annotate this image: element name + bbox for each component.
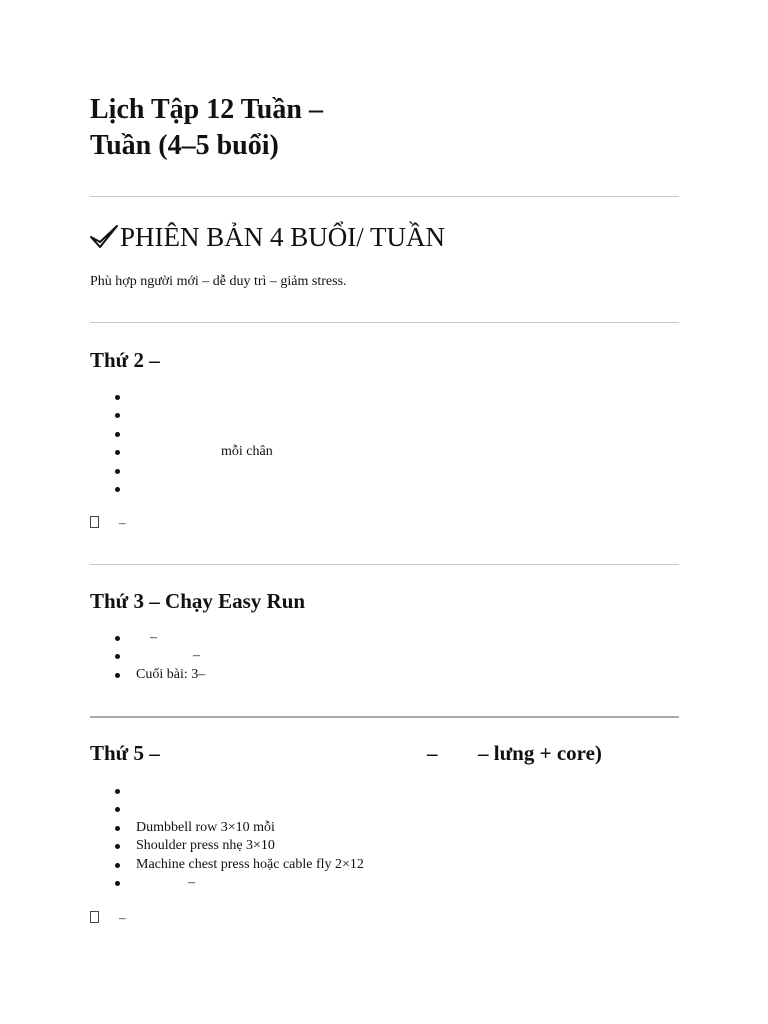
- bullet-icon: [115, 636, 120, 641]
- bullet-icon: [115, 881, 120, 886]
- list-item: [136, 629, 205, 647]
- list-item: [136, 856, 364, 874]
- document-title-line-1: Lịch Tập 12 Tuần –: [90, 94, 323, 125]
- bullet-icon: [115, 395, 120, 400]
- list-item-text: –: [150, 630, 157, 645]
- bullet-icon: [115, 673, 120, 678]
- day-note-thu-5: [90, 910, 126, 926]
- list-item: [136, 837, 364, 855]
- divider: [90, 564, 679, 565]
- bullet-icon: [115, 487, 120, 492]
- list-item-text: Cuối bài: 3–: [136, 666, 206, 682]
- day-heading-thu-2: Thứ 2 –: [90, 348, 160, 372]
- bullet-icon: [115, 863, 120, 868]
- list-item: [136, 666, 205, 684]
- list-item: [136, 800, 364, 818]
- day-note-text: –: [119, 910, 126, 925]
- day-heading-thu-5: [90, 740, 650, 766]
- day-list-thu-5: [136, 782, 364, 892]
- list-item: [136, 406, 273, 424]
- list-item: [136, 647, 205, 665]
- day-list-thu-2: [136, 388, 273, 498]
- list-item-text: –: [188, 874, 195, 890]
- list-item: [136, 443, 273, 461]
- list-item-text: mỗi chân: [221, 444, 273, 460]
- day-note-thu-2: [90, 515, 126, 531]
- list-item-text: Machine chest press hoặc cable fly 2×12: [136, 856, 364, 872]
- day-heading-start: Thứ 5 –: [90, 741, 160, 765]
- divider: [90, 322, 679, 323]
- bullet-icon: [115, 654, 120, 659]
- bullet-icon: [115, 807, 120, 812]
- list-item: [136, 874, 364, 892]
- list-item: [136, 462, 273, 480]
- divider: [90, 716, 679, 718]
- document-title: [90, 92, 510, 164]
- list-item: [136, 425, 273, 443]
- bullet-icon: [115, 450, 120, 455]
- day-heading-end: – lưng + core): [478, 741, 602, 765]
- section-heading: [90, 220, 445, 254]
- section-note: Phù hợp người mới – dễ duy trì – giảm stress.: [90, 274, 347, 289]
- section-heading-text: PHIÊN BẢN 4 BUỔI/ TUẦN: [120, 222, 446, 252]
- list-item: [136, 388, 273, 406]
- box-icon: [90, 911, 99, 923]
- list-item: [136, 819, 364, 837]
- bullet-icon: [115, 844, 120, 849]
- list-item-text: Shoulder press nhẹ 3×10: [136, 838, 275, 854]
- box-icon: [90, 516, 99, 528]
- list-item: [136, 782, 364, 800]
- bullet-icon: [115, 789, 120, 794]
- bullet-icon: [115, 826, 120, 831]
- day-heading-mid: –: [427, 741, 438, 765]
- bullet-icon: [115, 469, 120, 474]
- document-title-line-2: Tuần (4–5 buổi): [90, 130, 279, 161]
- day-list-thu-3: [136, 629, 205, 684]
- day-note-text: –: [119, 515, 126, 530]
- divider: [90, 196, 679, 197]
- bullet-icon: [115, 432, 120, 437]
- check-icon: [90, 224, 118, 250]
- day-heading-thu-3: Thứ 3 – Chạy Easy Run: [90, 589, 306, 613]
- list-item-text: –: [193, 648, 200, 664]
- list-item: [136, 480, 273, 498]
- list-item-text: Dumbbell row 3×10 mỗi: [136, 819, 275, 835]
- bullet-icon: [115, 413, 120, 418]
